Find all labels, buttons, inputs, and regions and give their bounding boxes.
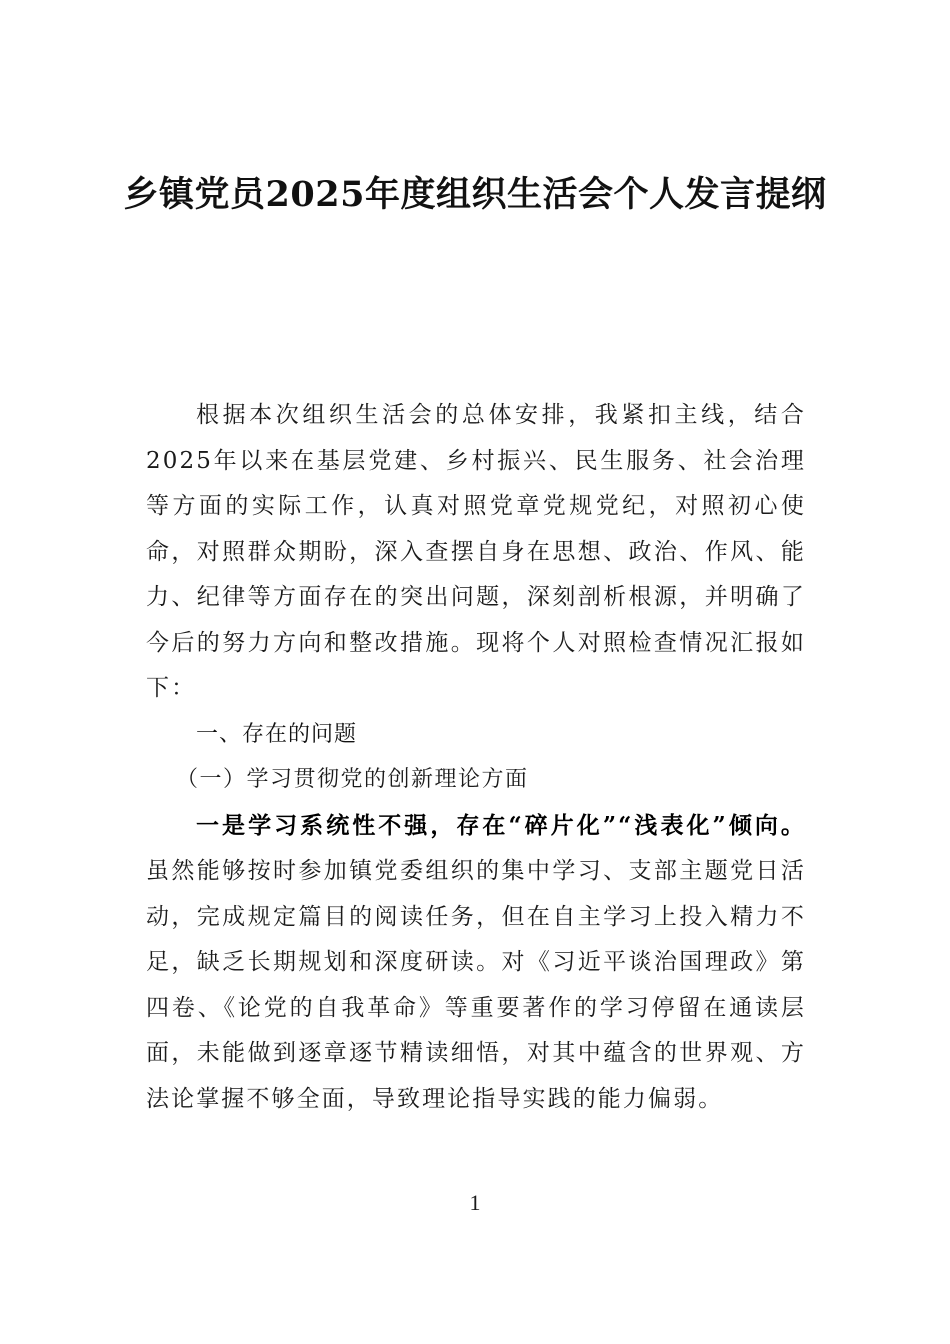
subsection-heading: （一）学习贯彻党的创新理论方面 [176,767,529,792]
document-body [146,393,806,1122]
page-number: 1 [469,1190,481,1215]
section-heading: 一、存在的问题 [196,721,358,747]
document-title: 乡镇党员2025年度组织生活会个人发言提纲 [123,174,827,215]
point-text: 虽然能够按时参加镇党委组织的集中学习、支部主题党日活动，完成规定篇目的阅读任务，但在自主学习上投入精力不足，缺乏长期规划和深度研读。对《习近平谈治国理政》第四卷、《论党的自我革命》等重要著作的学习停留在通读层面，未能做到逐章逐节精读细悟，对其中蕴含的世界观、方法论掌握不够全面，导致理论指导实践的能力偏弱。 [146,858,806,1112]
point-paragraph [146,803,806,1123]
point-lead: 一是学习系统性不强，存在“碎片化”“浅表化”倾向。 [196,811,806,839]
intro-paragraph: 根据本次组织生活会的总体安排，我紧扣主线，结合2025年以来在基层党建、乡村振兴、民生服务、社会治理等方面的实际工作，认真对照党章党规党纪，对照初心使命，对照群众期盼，深入查摆自身在思想、政治、作风、能力、纪律等方面存在的突出问题，深刻剖析根源，并明确了今后的努力方向和整改措施。现将个人对照检查情况汇报如下： [146,402,806,701]
